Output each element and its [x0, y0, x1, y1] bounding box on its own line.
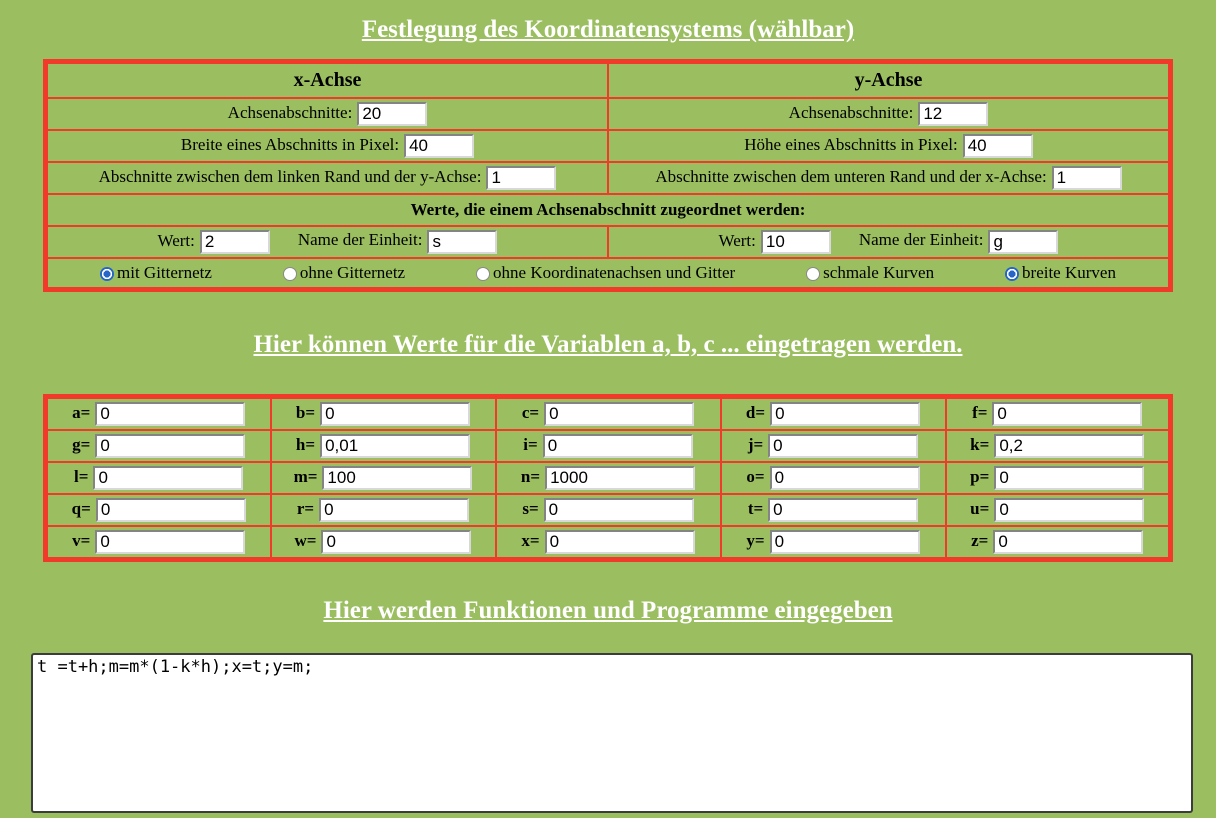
variable-input-z[interactable] — [993, 530, 1143, 554]
radio-label-schmale-kurven: schmale Kurven — [823, 262, 935, 282]
options-row — [52, 263, 1164, 283]
unit-values-row — [46, 226, 1171, 258]
variable-input-t[interactable] — [768, 498, 918, 522]
variable-label-w: w= — [294, 530, 317, 550]
radio-breite-kurven[interactable] — [1005, 267, 1019, 281]
x-unit-name-input[interactable] — [427, 230, 497, 254]
variable-label-d: d= — [745, 402, 766, 422]
radio-label-mit-gitternetz: mit Gitternetz — [117, 262, 212, 282]
x-pixel-width-label: Breite eines Abschnitts in Pixel: — [180, 134, 400, 154]
x-unit-cell — [46, 226, 609, 258]
variable-cell-i — [496, 430, 721, 462]
variable-label-t: t= — [747, 498, 764, 518]
y-sections-input[interactable] — [918, 102, 988, 126]
y-unit-name-input[interactable] — [988, 230, 1058, 254]
radio-label-breite-kurven: breite Kurven — [1022, 262, 1116, 282]
y-margin-input[interactable] — [1052, 166, 1122, 190]
radio-label-ohne-koordinatenachsen-und-gitter: ohne Koordinatenachsen und Gitter — [493, 262, 736, 282]
variable-cell-f — [946, 397, 1171, 431]
x-pixel-width-cell — [46, 130, 609, 162]
variable-cell-g — [46, 430, 271, 462]
axis-settings-table — [43, 59, 1173, 292]
variable-label-u: u= — [970, 498, 990, 518]
program-textarea[interactable] — [31, 653, 1193, 813]
variable-label-n: n= — [520, 466, 541, 486]
variable-cell-v — [46, 526, 271, 560]
radio-ohne-koordinatenachsen-und-gitter[interactable] — [476, 267, 490, 281]
variable-input-u[interactable] — [994, 498, 1144, 522]
variable-cell-c — [496, 397, 721, 431]
y-margin-cell — [608, 162, 1171, 194]
variable-cell-b — [271, 397, 496, 431]
x-sections-label: Achsenabschnitte: — [227, 102, 353, 122]
x-unit-name-label: Name der Einheit: — [297, 230, 423, 250]
x-margin-label: Abschnitte zwischen dem linken Rand und der y-Achse: — [98, 166, 482, 186]
variable-label-i: i= — [523, 434, 538, 454]
variable-label-v: v= — [72, 530, 91, 550]
variable-input-v[interactable] — [95, 530, 245, 554]
x-pixel-width-input[interactable] — [404, 134, 474, 158]
variable-label-x: x= — [521, 530, 540, 550]
unit-section-header-row — [46, 194, 1171, 226]
variable-cell-k — [946, 430, 1171, 462]
variable-input-a[interactable] — [95, 402, 245, 426]
variable-label-r: r= — [296, 498, 315, 518]
y-sections-label: Achsenabschnitte: — [788, 102, 914, 122]
display-options-row — [46, 258, 1171, 290]
variable-cell-p — [946, 462, 1171, 494]
variable-label-c: c= — [521, 402, 540, 422]
radio-schmale-kurven[interactable] — [806, 267, 820, 281]
radio-option-schmale-kurven[interactable] — [806, 263, 934, 283]
axis-pixel-row — [46, 130, 1171, 162]
variable-label-g: g= — [72, 434, 91, 454]
variable-cell-w — [271, 526, 496, 560]
variable-cell-q — [46, 494, 271, 526]
variable-label-z: z= — [971, 530, 989, 550]
variable-input-n[interactable] — [545, 466, 695, 490]
unit-section-header-label: Werte, die einem Achsenabschnitt zugeordnet werden: — [46, 194, 1171, 226]
variable-input-b[interactable] — [320, 402, 470, 426]
variable-label-h: h= — [295, 434, 316, 454]
y-pixel-height-input[interactable] — [963, 134, 1033, 158]
variable-input-d[interactable] — [770, 402, 920, 426]
variable-input-f[interactable] — [992, 402, 1142, 426]
variable-label-a: a= — [72, 402, 91, 422]
variable-input-s[interactable] — [544, 498, 694, 522]
variable-input-i[interactable] — [543, 434, 693, 458]
variables-table — [43, 394, 1173, 562]
x-sections-input[interactable] — [357, 102, 427, 126]
variable-label-s: s= — [522, 498, 539, 518]
variable-input-g[interactable] — [95, 434, 245, 458]
y-sections-cell — [608, 98, 1171, 130]
y-axis-header: y-Achse — [608, 62, 1171, 98]
variable-cell-r — [271, 494, 496, 526]
variable-cell-o — [721, 462, 946, 494]
x-margin-input[interactable] — [486, 166, 556, 190]
variables-row — [46, 430, 1171, 462]
variable-label-l: l= — [74, 466, 89, 486]
variable-input-w[interactable] — [321, 530, 471, 554]
variable-label-j: j= — [747, 434, 764, 454]
axis-sections-row — [46, 98, 1171, 130]
functions-heading: Hier werden Funktionen und Programme eingegeben — [323, 597, 893, 624]
x-margin-cell — [46, 162, 609, 194]
y-unit-name-label: Name der Einheit: — [858, 230, 984, 250]
variable-cell-j — [721, 430, 946, 462]
variable-label-o: o= — [746, 466, 765, 486]
coordinate-system-heading: Festlegung des Koordinatensystems (wählbar) — [361, 16, 855, 43]
variable-cell-z — [946, 526, 1171, 560]
radio-label-ohne-gitternetz: ohne Gitternetz — [299, 262, 406, 282]
axis-margin-row — [46, 162, 1171, 194]
program-area — [31, 653, 1216, 818]
variable-cell-a — [46, 397, 271, 431]
variable-label-q: q= — [71, 498, 91, 518]
variable-input-k[interactable] — [994, 434, 1144, 458]
variable-cell-t — [721, 494, 946, 526]
variable-cell-u — [946, 494, 1171, 526]
radio-option-breite-kurven[interactable] — [1005, 263, 1116, 283]
variable-input-r[interactable] — [319, 498, 469, 522]
radio-mit-gitternetz[interactable] — [100, 267, 114, 281]
variables-heading: Hier können Werte für die Variablen a, b, c ... eingetragen werden. — [253, 331, 963, 358]
variable-cell-h — [271, 430, 496, 462]
variable-input-o[interactable] — [770, 466, 920, 490]
x-axis-header: x-Achse — [46, 62, 609, 98]
variables-row — [46, 462, 1171, 494]
y-pixel-height-label: Höhe eines Abschnitts in Pixel: — [744, 134, 958, 154]
variable-label-p: p= — [970, 466, 990, 486]
x-unit-value-input[interactable] — [200, 230, 270, 254]
variable-input-l[interactable] — [93, 466, 243, 490]
y-pixel-height-cell — [608, 130, 1171, 162]
variable-input-y[interactable] — [770, 530, 920, 554]
y-unit-cell — [608, 226, 1171, 258]
variable-label-y: y= — [746, 530, 765, 550]
variables-row — [46, 526, 1171, 560]
radio-option-mit-gitternetz[interactable] — [100, 263, 212, 283]
variable-cell-d — [721, 397, 946, 431]
variable-input-c[interactable] — [544, 402, 694, 426]
variable-input-q[interactable] — [96, 498, 246, 522]
variable-cell-m — [271, 462, 496, 494]
variable-input-p[interactable] — [994, 466, 1144, 490]
variable-label-b: b= — [295, 402, 316, 422]
variable-input-h[interactable] — [320, 434, 470, 458]
axis-header-row — [46, 62, 1171, 98]
variable-cell-n — [496, 462, 721, 494]
y-unit-value-label: Wert: — [718, 230, 756, 250]
variable-cell-y — [721, 526, 946, 560]
variable-cell-s — [496, 494, 721, 526]
radio-ohne-gitternetz[interactable] — [283, 267, 297, 281]
radio-option-ohne-koordinatenachsen-und-gitter[interactable] — [476, 263, 735, 283]
x-unit-value-label: Wert: — [157, 230, 195, 250]
x-sections-cell — [46, 98, 609, 130]
y-unit-value-input[interactable] — [761, 230, 831, 254]
variables-row — [46, 397, 1171, 431]
variables-table-body — [46, 397, 1171, 560]
radio-option-ohne-gitternetz[interactable] — [283, 263, 405, 283]
variables-row — [46, 494, 1171, 526]
variable-cell-l — [46, 462, 271, 494]
variable-cell-x — [496, 526, 721, 560]
variable-label-m: m= — [293, 466, 318, 486]
variable-label-f: f= — [972, 402, 988, 422]
y-margin-label: Abschnitte zwischen dem unteren Rand und der x-Achse: — [655, 166, 1047, 186]
variable-input-m[interactable] — [322, 466, 472, 490]
variable-label-k: k= — [970, 434, 990, 454]
variable-input-x[interactable] — [545, 530, 695, 554]
variable-input-j[interactable] — [768, 434, 918, 458]
